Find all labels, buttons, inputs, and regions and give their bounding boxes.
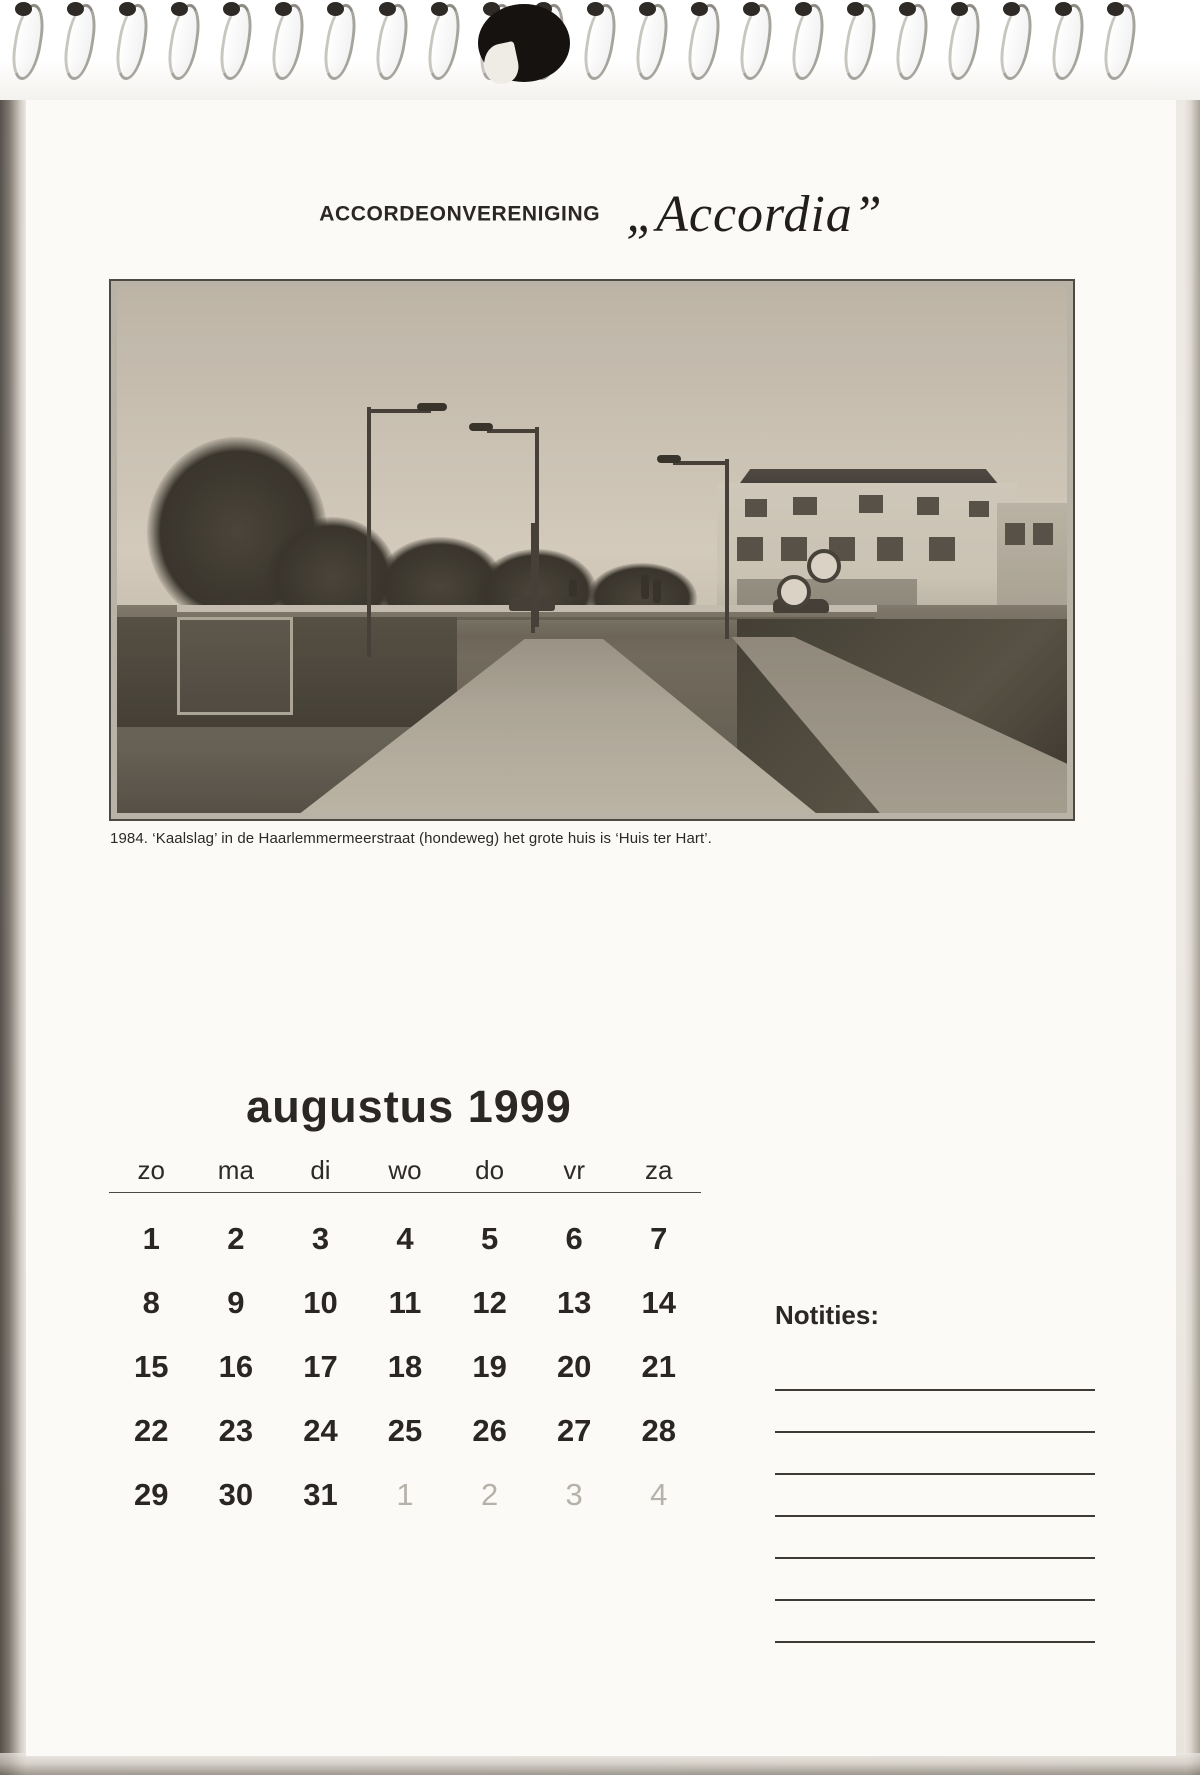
calendar-day[interactable]: 25	[387, 1413, 423, 1448]
photo-window	[737, 537, 763, 561]
calendar-day[interactable]: 7	[650, 1221, 668, 1256]
binding-coil	[170, 4, 196, 78]
calendar-day[interactable]: 31	[303, 1477, 338, 1512]
notes-write-line[interactable]	[775, 1601, 1095, 1643]
photo-lamp-head	[657, 455, 681, 463]
photo-traffic-sign	[807, 549, 841, 583]
scan-right-edge	[1184, 0, 1200, 1775]
binding-coil	[66, 4, 92, 78]
photo-window	[969, 501, 989, 517]
calendar-day[interactable]: 8	[142, 1285, 160, 1320]
notes-write-line[interactable]	[775, 1517, 1095, 1559]
calendar-day[interactable]: 26	[472, 1413, 507, 1448]
weekday-do: do	[475, 1155, 505, 1185]
calendar-day[interactable]: 4	[396, 1221, 414, 1256]
photo-window	[929, 537, 955, 561]
binding-coil	[326, 4, 352, 78]
calendar-day-adjacent-month[interactable]: 1	[396, 1477, 414, 1512]
notes-write-line[interactable]	[775, 1475, 1095, 1517]
calendar-day[interactable]: 29	[134, 1477, 169, 1512]
calendar-day[interactable]: 5	[480, 1221, 499, 1256]
weekday-vr: vr	[563, 1155, 586, 1185]
photo-window	[1033, 523, 1053, 545]
calendar-day[interactable]: 23	[218, 1413, 254, 1448]
calendar-day[interactable]: 20	[556, 1349, 592, 1384]
notes-write-line[interactable]	[775, 1391, 1095, 1433]
photo-lamp-post	[531, 523, 535, 633]
binding-coil	[638, 4, 664, 78]
calendar-day-adjacent-month[interactable]: 4	[650, 1477, 668, 1512]
photo-window	[877, 537, 903, 561]
weekday-ma: ma	[217, 1155, 254, 1185]
calendar-day[interactable]: 28	[641, 1413, 676, 1448]
calendar-day[interactable]: 22	[134, 1413, 169, 1448]
weekday-wo: wo	[388, 1155, 422, 1185]
weekday-za: za	[645, 1155, 673, 1185]
calendar-week-row	[109, 1221, 701, 1257]
calendar-day[interactable]: 9	[227, 1285, 245, 1320]
binding-coil	[430, 4, 456, 78]
calendar-day[interactable]: 17	[303, 1349, 338, 1384]
calendar-day[interactable]: 18	[387, 1349, 423, 1384]
calendar-day[interactable]: 13	[556, 1285, 592, 1320]
month-title: augustus 1999	[246, 1081, 572, 1132]
calendar-week-row	[109, 1413, 701, 1449]
binding-coil	[14, 4, 40, 78]
photo-person	[641, 575, 649, 599]
calendar-day[interactable]: 14	[641, 1285, 676, 1320]
calendar-day[interactable]: 10	[303, 1285, 338, 1320]
calendar-weeks	[109, 1221, 701, 1513]
notes-write-line[interactable]	[775, 1559, 1095, 1601]
binding-coil	[846, 4, 872, 78]
binding-coil	[950, 4, 976, 78]
photo-window	[781, 537, 807, 561]
calendar-day[interactable]: 24	[303, 1413, 338, 1448]
calendar-day[interactable]: 2	[227, 1221, 245, 1256]
calendar-day[interactable]: 15	[134, 1349, 169, 1384]
binding-coil	[118, 4, 144, 78]
photo-person	[653, 579, 661, 603]
calendar-day[interactable]: 11	[388, 1285, 422, 1320]
calendar-day[interactable]: 6	[565, 1221, 583, 1256]
binding-coil	[1054, 4, 1080, 78]
photo-fence	[177, 617, 293, 715]
calendar-day[interactable]: 12	[472, 1285, 507, 1320]
photo-lamp-head	[469, 423, 493, 431]
photo-window	[793, 497, 817, 515]
notes-lines	[775, 1349, 1095, 1643]
binding-coil	[378, 4, 404, 78]
calendar-day[interactable]: 19	[472, 1349, 507, 1384]
binding-coil	[1002, 4, 1028, 78]
notes-write-line[interactable]	[775, 1433, 1095, 1475]
binding-hole	[478, 4, 570, 82]
binding-coil	[1106, 4, 1132, 78]
calendar-week-row	[109, 1477, 701, 1513]
photo-lamp-arm	[487, 429, 537, 433]
weekday-di: di	[310, 1155, 331, 1185]
photo-lamp-arm	[673, 461, 727, 465]
binding-coil	[690, 4, 716, 78]
photo-window	[745, 499, 767, 517]
photo-window	[859, 495, 883, 513]
calendar-grid	[109, 1155, 701, 1513]
notes-title: Notities:	[775, 1300, 879, 1330]
calendar-day[interactable]: 21	[641, 1349, 676, 1384]
calendar-week-row	[109, 1349, 701, 1385]
photo-lamp-post	[725, 459, 729, 639]
binding-coil	[274, 4, 300, 78]
photo-traffic-sign	[777, 575, 811, 609]
photo-frame	[109, 279, 1075, 821]
calendar-day[interactable]: 3	[311, 1221, 330, 1256]
calendar-day[interactable]: 27	[556, 1413, 592, 1448]
scan-bottom-edge	[0, 1753, 1200, 1775]
historical-photo	[117, 287, 1067, 813]
weekday-header-row	[109, 1155, 701, 1193]
calendar-day[interactable]: 16	[218, 1349, 254, 1384]
binding-coil	[742, 4, 768, 78]
calendar-day-adjacent-month[interactable]: 2	[480, 1477, 499, 1512]
photo-window	[1005, 523, 1025, 545]
binding-coil	[898, 4, 924, 78]
binding-coil	[794, 4, 820, 78]
photo-lamp-post	[367, 407, 371, 657]
photo-window	[917, 497, 939, 515]
spiral-binding	[0, 0, 1200, 100]
notes-panel	[775, 1300, 1095, 1643]
weekday-zo: zo	[137, 1155, 166, 1185]
notes-write-line[interactable]	[775, 1349, 1095, 1391]
calendar-week-row	[109, 1285, 701, 1321]
calendar-day-adjacent-month[interactable]: 3	[565, 1477, 583, 1512]
scan-left-edge	[0, 0, 26, 1775]
photo-lamp-head	[417, 403, 447, 411]
binding-coil	[586, 4, 612, 78]
calendar-day[interactable]: 30	[218, 1477, 254, 1512]
photo-person	[569, 579, 577, 597]
photo-lamp-post	[535, 427, 539, 627]
association-label: ACCORDEONVERENIGING	[319, 202, 601, 226]
masthead	[26, 185, 1176, 244]
photo-caption: 1984. ‘Kaalslag’ in de Haarlemmermeerstraat (hondeweg) het grote huis is ‘Huis ter Hart’.	[110, 830, 712, 847]
calendar-day[interactable]: 1	[142, 1221, 160, 1256]
binding-coil	[222, 4, 248, 78]
association-name: „Accordia”	[626, 186, 883, 243]
